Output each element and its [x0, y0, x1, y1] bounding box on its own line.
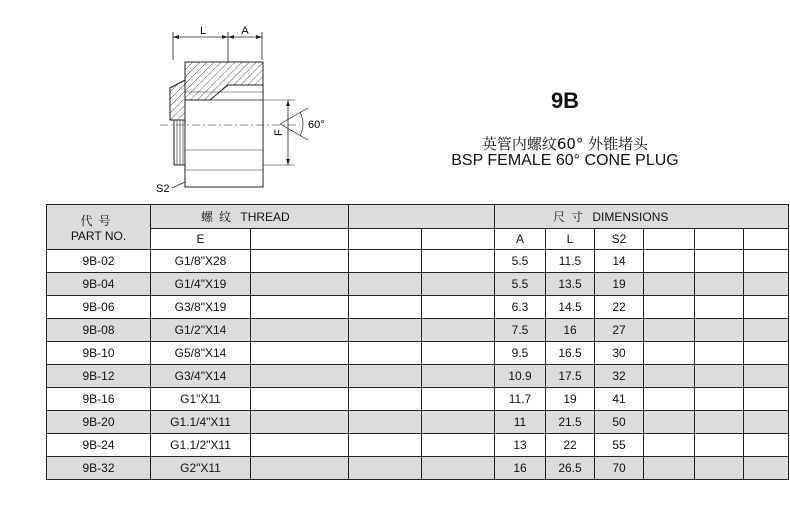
blank-header: [349, 205, 495, 229]
empty-cell: [644, 342, 695, 365]
empty-cell: [695, 273, 744, 296]
dim-a-cell: 10.9: [495, 365, 546, 388]
empty-cell: [644, 273, 695, 296]
empty-cell: [644, 434, 695, 457]
col-s2-header: S2: [595, 229, 644, 250]
product-name-english: BSP FEMALE 60° CONE PLUG: [451, 152, 679, 169]
col-l-header: L: [546, 229, 595, 250]
part-no-header-en: PART NO.: [70, 228, 127, 243]
empty-cell: [349, 250, 422, 273]
empty-cell: [251, 273, 349, 296]
dim-l-cell: 17.5: [546, 365, 595, 388]
empty-cell: [251, 319, 349, 342]
dim-a-cell: 11.7: [495, 388, 546, 411]
table-row: [47, 411, 789, 434]
empty-cell: [422, 273, 495, 296]
thread-e-cell: G3/8"X19: [151, 296, 251, 319]
empty-cell: [744, 365, 789, 388]
empty-cell: [744, 411, 789, 434]
empty-cell: [251, 434, 349, 457]
thread-header-en: THREAD: [240, 210, 290, 224]
dim-a-cell: 5.5: [495, 250, 546, 273]
dim-s2-cell: 50: [595, 411, 644, 434]
empty-cell: [349, 411, 422, 434]
empty-cell: [422, 411, 495, 434]
spec-table: [46, 204, 789, 480]
thread-e-cell: G1.1/4"X11: [151, 411, 251, 434]
empty-cell: [744, 273, 789, 296]
empty-cell: [422, 388, 495, 411]
dim-s2-cell: 70: [595, 457, 644, 480]
dim-a-cell: 5.5: [495, 273, 546, 296]
table-row: [47, 250, 789, 273]
empty-cell: [744, 250, 789, 273]
thread-e-cell: G1/4"X19: [151, 273, 251, 296]
dim-f-label: F: [273, 129, 285, 136]
dim-l-cell: 16: [546, 319, 595, 342]
thread-e-cell: G3/4"X14: [151, 365, 251, 388]
product-code-title: 9B: [550, 88, 580, 113]
thread-e-cell: G5/8"X14: [151, 342, 251, 365]
dim-s2-label: S2: [156, 183, 170, 195]
empty-cell: [695, 434, 744, 457]
dim-a-cell: 7.5: [495, 319, 546, 342]
empty-cell: [422, 319, 495, 342]
empty-cell: [744, 296, 789, 319]
part-no-cell: 9B-10: [47, 342, 151, 365]
dim-l-cell: 22: [546, 434, 595, 457]
part-no-cell: 9B-02: [47, 250, 151, 273]
empty-cell: [349, 388, 422, 411]
dim-a-cell: 6.3: [495, 296, 546, 319]
empty-cell: [349, 273, 422, 296]
dimensions-header-cn: 尺寸: [553, 210, 590, 224]
empty-cell: [422, 296, 495, 319]
dim-a-cell: 9.5: [495, 342, 546, 365]
dim-s2-cell: 32: [595, 365, 644, 388]
empty-cell: [695, 411, 744, 434]
dim-l-cell: 16.5: [546, 342, 595, 365]
thread-e-cell: G1.1/2"X11: [151, 434, 251, 457]
table-row: [47, 296, 789, 319]
part-no-cell: 9B-08: [47, 319, 151, 342]
empty-cell: [744, 434, 789, 457]
empty-cell: [695, 250, 744, 273]
empty-cell: [349, 434, 422, 457]
empty-cell: [744, 342, 789, 365]
empty-cell: [251, 411, 349, 434]
table-row: [47, 434, 789, 457]
part-no-cell: 9B-24: [47, 434, 151, 457]
part-no-cell: 9B-06: [47, 296, 151, 319]
part-no-cell: 9B-20: [47, 411, 151, 434]
thread-e-cell: G2"X11: [151, 457, 251, 480]
dim-s2-cell: 14: [595, 250, 644, 273]
thread-e-cell: G1/8"X28: [151, 250, 251, 273]
dim-s2-cell: 27: [595, 319, 644, 342]
dim-s2-cell: 41: [595, 388, 644, 411]
empty-cell: [644, 365, 695, 388]
dim-l-cell: 11.5: [546, 250, 595, 273]
dim-a-cell: 13: [495, 434, 546, 457]
dim-a-cell: 16: [495, 457, 546, 480]
thread-e-cell: G1/2"X14: [151, 319, 251, 342]
empty-cell: [349, 319, 422, 342]
empty-cell: [695, 319, 744, 342]
empty-cell: [422, 250, 495, 273]
empty-cell: [695, 365, 744, 388]
empty-cell: [349, 457, 422, 480]
empty-cell: [644, 319, 695, 342]
table-row: [47, 273, 789, 296]
empty-cell: [744, 388, 789, 411]
empty-cell: [251, 250, 349, 273]
thread-header: [151, 205, 349, 229]
empty-cell: [251, 296, 349, 319]
empty-cell: [644, 296, 695, 319]
table-row: [47, 365, 789, 388]
part-no-cell: 9B-16: [47, 388, 151, 411]
empty-cell: [644, 457, 695, 480]
thread-e-cell: G1"X11: [151, 388, 251, 411]
dim-s2-cell: 30: [595, 342, 644, 365]
empty-cell: [744, 319, 789, 342]
empty-cell: [422, 457, 495, 480]
empty-cell: [251, 342, 349, 365]
empty-cell: [349, 342, 422, 365]
empty-cell: [644, 250, 695, 273]
empty-cell: [251, 388, 349, 411]
empty-cell: [744, 457, 789, 480]
empty-cell: [251, 365, 349, 388]
empty-cell: [349, 296, 422, 319]
angle-label: 60°: [308, 119, 325, 131]
part-no-cell: 9B-04: [47, 273, 151, 296]
col-e-header: E: [151, 229, 251, 250]
technical-drawing: [0, 0, 330, 200]
dimensions-header: [495, 205, 789, 229]
dim-a-label: A: [241, 25, 249, 37]
part-no-header-cn: 代号: [80, 213, 117, 228]
dim-l-cell: 14.5: [546, 296, 595, 319]
empty-cell: [251, 457, 349, 480]
dim-l-cell: 13.5: [546, 273, 595, 296]
table-row: [47, 342, 789, 365]
dim-s2-cell: 22: [595, 296, 644, 319]
empty-cell: [695, 457, 744, 480]
product-name-chinese: 英管内螺纹60° 外锥堵头: [481, 135, 649, 153]
part-no-header: [47, 205, 151, 250]
empty-cell: [349, 365, 422, 388]
table-row: [47, 457, 789, 480]
part-no-cell: 9B-12: [47, 365, 151, 388]
dim-s2-cell: 19: [595, 273, 644, 296]
dim-l-cell: 21.5: [546, 411, 595, 434]
empty-cell: [695, 342, 744, 365]
empty-cell: [422, 342, 495, 365]
dim-a-cell: 11: [495, 411, 546, 434]
empty-cell: [422, 434, 495, 457]
empty-cell: [695, 296, 744, 319]
dim-l-cell: 26.5: [546, 457, 595, 480]
table-row: [47, 319, 789, 342]
table-row: [47, 388, 789, 411]
dim-s2-cell: 55: [595, 434, 644, 457]
dim-l-label: L: [199, 25, 207, 37]
thread-header-cn: 螺纹: [201, 210, 238, 224]
dimensions-header-en: DIMENSIONS: [592, 210, 669, 224]
dim-l-cell: 19: [546, 388, 595, 411]
empty-cell: [644, 388, 695, 411]
empty-cell: [695, 388, 744, 411]
col-a-header: A: [495, 229, 546, 250]
empty-cell: [422, 365, 495, 388]
part-no-cell: 9B-32: [47, 457, 151, 480]
empty-cell: [644, 411, 695, 434]
